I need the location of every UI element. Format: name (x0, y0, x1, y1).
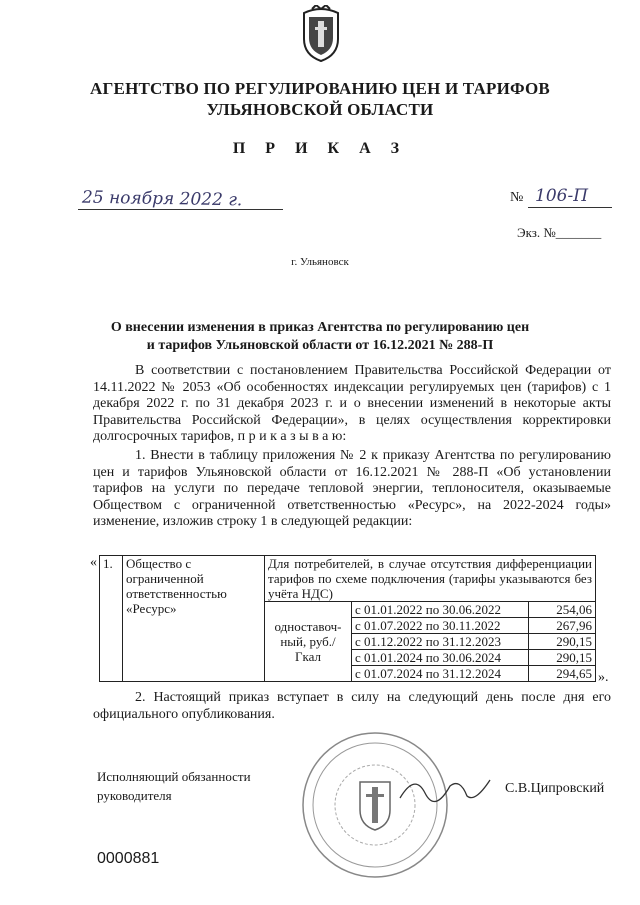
item2-paragraph: 2. Настоящий приказ вступает в силу на следующий день после дня его официального опубликования. (93, 690, 611, 722)
table-open-quote: « (90, 555, 97, 570)
number-underline (528, 207, 612, 208)
organization-cell: Общество с ограниченной ответственностью «Ресурс» (123, 556, 265, 682)
unit-cell: одноставоч-ный, руб./Гкал (265, 602, 352, 682)
item1-paragraph: 1. Внести в таблицу приложения № 2 к приказу Агентства по регулированию цен и тарифов Ульяновской области от 16.12.2021 № 288-П «Об установлении тарифов на услуги по передаче тепловой энергии, теплоносителя, оказываемые Обществом с ограниченной ответственностью «Ресурс», на 2022-2024 годы» изменение, изложив строку 1 в следующей редакции: (93, 448, 611, 529)
subject-line1: О внесении изменения в приказ Агентства по регулированию цен (110, 320, 530, 335)
consumer-header-cell: Для потребителей, в случае отсутствия дифференциации тарифов по схеме подключения (тарифы указываются без учёта НДС) (265, 556, 596, 602)
signatory-position-line1: Исполняющий обязанности (97, 769, 251, 784)
date-underline (78, 209, 283, 210)
period-cell: с 01.01.2022 по 30.06.2022 (352, 602, 529, 618)
serial-number: 0000881 (97, 850, 160, 867)
period-cell: с 01.07.2024 по 31.12.2024 (352, 666, 529, 682)
table-close-quote: ». (598, 670, 609, 685)
coat-of-arms-emblem (300, 5, 342, 63)
tariff-value-cell: 290,15 (528, 650, 595, 666)
subject-line2: и тарифов Ульяновской области от 16.12.2021 № 288-П (146, 338, 494, 353)
document-type-title: П Р И К А З (232, 140, 408, 157)
signatory-name: С.В.Ципровский (505, 781, 605, 796)
period-cell: с 01.07.2022 по 30.11.2022 (352, 618, 529, 634)
org-name-line2: УЛЬЯНОВСКОЙ ОБЛАСТИ (206, 100, 434, 119)
org-name-line1: АГЕНТСТВО ПО РЕГУЛИРОВАНИЮ ЦЕН И ТАРИФОВ (90, 79, 550, 98)
signatory-position-line2: руководителя (97, 788, 172, 803)
copy-number: Экз. №_______ (517, 225, 602, 240)
handwritten-signature (395, 768, 495, 808)
tariff-table (99, 555, 596, 682)
tariff-value-cell: 294,65 (528, 666, 595, 682)
period-cell: с 01.12.2022 по 31.12.2023 (352, 634, 529, 650)
city: г. Ульяновск (291, 256, 349, 268)
number-label: № (510, 190, 524, 205)
row-number: 1. (100, 556, 123, 682)
tariff-value-cell: 290,15 (528, 634, 595, 650)
tariff-value-cell: 267,96 (528, 618, 595, 634)
handwritten-number: 106-П (535, 186, 589, 206)
tariff-value-cell: 254,06 (528, 602, 595, 618)
handwritten-date: 25 ноября 2022 г. (81, 187, 243, 211)
preamble-paragraph: В соответствии с постановлением Правительства Российской Федерации от 14.11.2022 № 2053 «Об особенностях индексации регулируемых цен (тарифов) с 1 декабря 2022 г. по 31 декабря 2023 г. и о внесении изменений в некоторые акты Правительства Российской Федерации», в целях осуществления корректировки долгосрочных тарифов, п р и к а з ы в а ю: (93, 363, 611, 444)
period-cell: с 01.01.2024 по 30.06.2024 (352, 650, 529, 666)
